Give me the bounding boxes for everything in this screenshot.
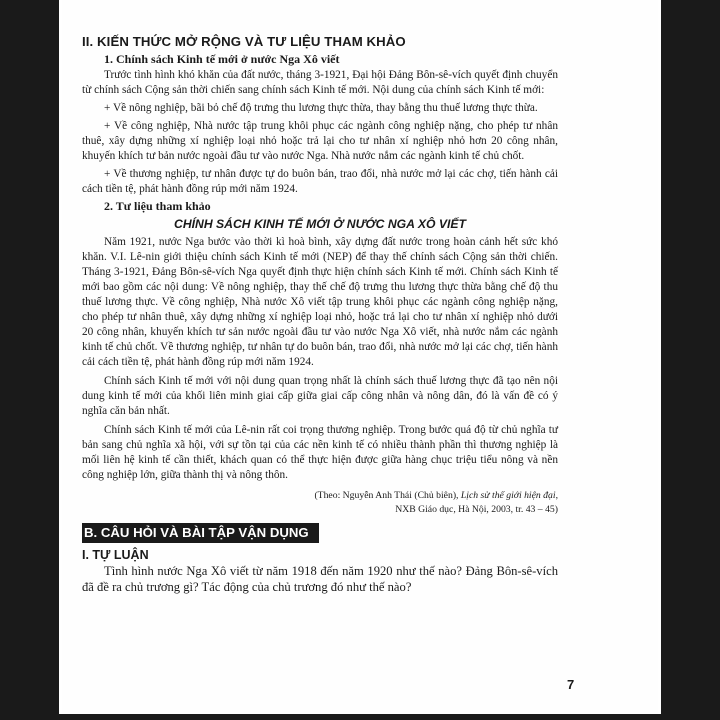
bullet-agriculture: + Về nông nghiệp, bãi bỏ chế độ trưng thu lương thực thừa, thay bằng thu thuế lương thực thừa. [104,102,538,114]
document-paragraph-1: Năm 1921, nước Nga bước vào thời kì hoà bình, xây dựng đất nước trong hoàn cảnh hết sức khó khăn. V.I. Lê-nin giới thiệu chính sách Kinh tế mới (NEP) để thay thế chính sách Cộng sản thời chiến. Tháng 3-1921, Đảng Bôn-sê-vích Nga quyết định thực hiện chính sách Kinh tế mới. Chính sách Kinh tế mới bao gồm các nội dung: Về nông nghiệp, thay thế chế độ trưng thu lương thực thừa bằng chế độ thu thuế lương thực. Về công nghiệp, Nhà nước Xô viết tập trung khôi phục các ngành công nghiệp nặng, cho phép tư nhân thuê, xây dựng những xí nghiệp loại nhỏ, hoặc trả lại cho tư nhân xí nghiệp nhỏ dưới 20 công nhân, khuyến khích tư sản nước ngoài đầu tư vào nước Nga Xô viết, nhà nước nắm các ngành kinh tế chủ chốt. Về thương nghiệp, tư nhân tự do buôn bán, trao đổi, nhà nước mở lại các chợ, tiến hành cải cách tiền tệ, phát hành đồng rúp mới năm 1924. [82,236,558,368]
intro-paragraph: Trước tình hình khó khăn của đất nước, tháng 3-1921, Đại hội Đảng Bôn-sê-vích quyết định chuyển từ chính sách Cộng sản thời chiến sang chính sách Kinh tế mới. Nội dung của chính sách Kinh tế mới: [82,69,558,96]
page-content [82,33,558,595]
scan-border-right [661,0,720,720]
bullet-commerce: + Về thương nghiệp, tư nhân được tự do buôn bán, trao đổi, nhà nước mở lại các chợ, tiến hành cải cách tiền tệ, phát hành đồng rúp mới năm 1924. [82,168,558,195]
source-suffix: , [555,490,558,501]
section-b-banner: B. CÂU HỎI VÀ BÀI TẬP VẬN DỤNG [82,523,319,543]
question-1: Tình hình nước Nga Xô viết từ năm 1918 đến năm 1920 như thế nào? Đảng Bôn-sê-vích đã đề ra chủ trương gì? Tác động của chủ trương đó như thế nào? [82,564,558,594]
scan-border-bottom [0,714,720,720]
subsection-heading-2: 2. Tư liệu tham khảo [104,199,211,213]
document-title: CHÍNH SÁCH KINH TẾ MỚI Ở NƯỚC NGA XÔ VIẾT [174,217,466,231]
section-heading: II. KIẾN THỨC MỞ RỘNG VÀ TƯ LIỆU THAM KHẢO [82,34,406,49]
bullet-industry: + Về công nghiệp, Nhà nước tập trung khôi phục các ngành công nghiệp nặng, cho phép tư nhân thuê, xây dựng những xí nghiệp loại nhỏ hoặc trả lại cho tư nhân xí nghiệp nhỏ hơn 20 công nhân, khuyến khích tư bản nước ngoài đầu tư vào nước Nga. Nhà nước nắm các ngành kinh tế chủ chốt. [82,120,558,162]
scan-border-left [0,0,59,720]
document-paragraph-3: Chính sách Kinh tế mới của Lê-nin rất coi trọng thương nghiệp. Trong bước quá độ từ chủ nghĩa tư bản sang chủ nghĩa xã hội, với sự tồn tại của các nền kinh tế có nhiều thành phần thì thương nghiệp là mối liên hệ kinh tế cần thiết, khách quan có thể thực hiện được giữa hàng chục triệu tiểu nông và nền công nghiệp lớn, giữa thành thị và nông thôn. [82,424,558,481]
source-publisher: NXB Giáo dục, Hà Nội, 2003, tr. 43 – 45) [395,504,558,515]
source-prefix: (Theo: Nguyễn Anh Thái (Chủ biên), [314,490,461,501]
essay-heading: I. TỰ LUẬN [82,548,149,562]
document-paragraph-2: Chính sách Kinh tế mới với nội dung quan trọng nhất là chính sách thuế lương thực đã tạo nên nội dung kinh tế mới của khối liên minh giai cấp giữa giai cấp công nhân và nông dân, đó là vấn đề có ý nghĩa căn bản nhất. [82,375,558,417]
subsection-heading-1: 1. Chính sách Kinh tế mới ở nước Nga Xô viết [104,52,340,66]
source-book-title: Lịch sử thế giới hiện đại [460,490,556,501]
source-citation [82,489,558,517]
page-number: 7 [567,677,575,692]
